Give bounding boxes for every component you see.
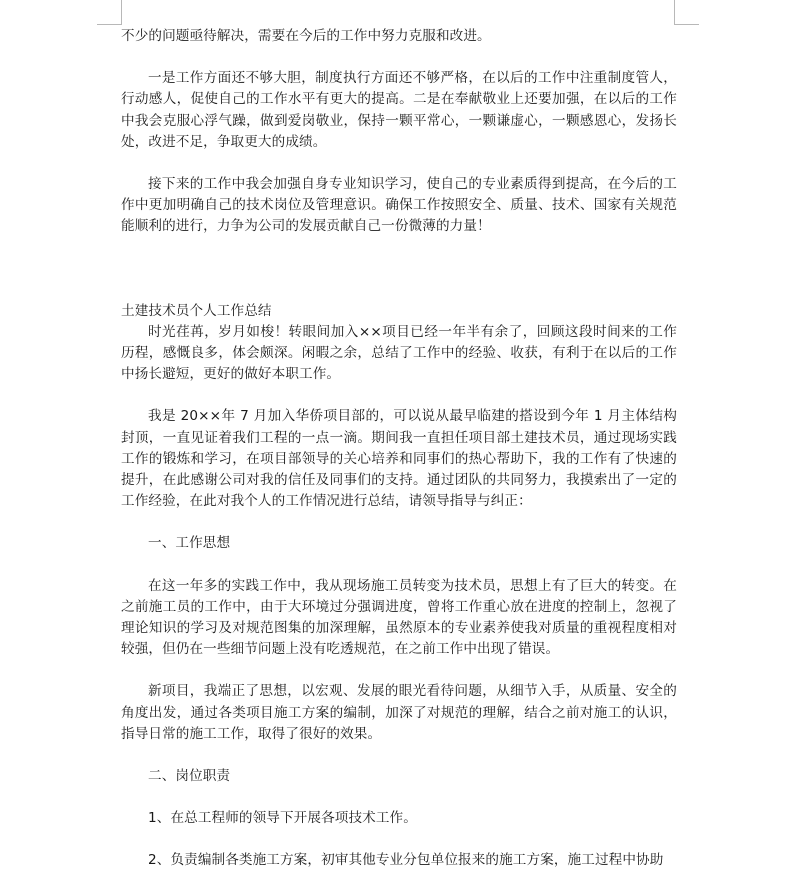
paragraph-new-project: 新项目，我端正了思想，以宏观、发展的眼光看待问题，从细节入手，从质量、安全的角度出发，通过各类项目施工方案的编制，加深了对规范的理解，结合之前对施工的认识，指导日常的施工工作，取得了很好的效果。 — [121, 683, 677, 742]
section-title: 土建技术员个人工作总结 — [121, 302, 272, 319]
list-item-duty-1: 1、在总工程师的领导下开展各项技术工作。 — [148, 810, 417, 827]
crop-mark-top-right-horizontal — [674, 24, 699, 25]
crop-mark-top-left-horizontal — [97, 24, 122, 25]
paragraph-background: 我是 20××年 7 月加入华侨项目部的，可以说从最早临建的搭设到今年 1 月主体结构封顶，一直见证着我们工程的一点一滴。期间我一直担任项目部土建技术员，通过现场实践工作的锻炼和学习，在项目部领导的关心培养和同事们的热心帮助下，我的工作有了快速的提升，在此感谢公司对我的信任及同事们的支持。通过团队的共同努力，我摸索出了一定的工作经验，在此对我个人的工作情况进行总结，请领导指导与纠正： — [121, 408, 677, 510]
paragraph-next-steps: 接下来的工作中我会加强自身专业知识学习，使自己的专业素质得到提高，在今后的工作中更加明确自己的技术岗位及管理意识。确保工作按照安全、质量、技术、国家有关规范能顺利的进行，力争为公司的发展贡献自己一份微薄的力量！ — [121, 176, 677, 235]
paragraph-intro: 时光荏苒，岁月如梭！转眼间加入××项目已经一年半有余了，回顾这段时间来的工作历程，感慨良多，体会颇深。闲暇之余，总结了工作中的经验、收获，有利于在以后的工作中扬长避短，更好的做好本职工作。 — [121, 323, 677, 383]
paragraph-thought-change: 在这一年多的实践工作中，我从现场施工员转变为技术员，思想上有了巨大的转变。在之前施工员的工作中，由于大环境过分强调进度，曾将工作重心放在进度的控制上，忽视了理论知识的学习及对规范图集的加深理解，虽然原本的专业素养使我对质量的重视程度相对较强，但仍在一些细节问题上没有吃透规范，在之前工作中出现了错误。 — [121, 577, 677, 658]
crop-mark-top-left-vertical — [121, 0, 122, 24]
crop-mark-top-right-vertical — [674, 0, 675, 24]
heading-job-duties: 二、岗位职责 — [148, 768, 231, 785]
document-body[interactable] — [121, 26, 677, 872]
heading-work-thought: 一、工作思想 — [148, 535, 231, 552]
paragraph-shortcomings: 一是工作方面还不够大胆，制度执行方面还不够严格，在以后的工作中注重制度管人，行动感人，促使自己的工作水平有更大的提高。二是在奉献敬业上还要加强，在以后的工作中我会克服心浮气躁，做到爱岗敬业，保持一颗平常心，一颗谦虚心，一颗感恩心，发扬长处，改进不足，争取更大的成绩。 — [121, 70, 677, 150]
paragraph-continuation: 不少的问题亟待解决，需要在今后的工作中努力克服和改进。 — [121, 28, 491, 44]
list-item-duty-2: 2、负责编制各类施工方案，初审其他专业分包单位报来的施工方案，施工过程中协助 — [148, 852, 664, 869]
